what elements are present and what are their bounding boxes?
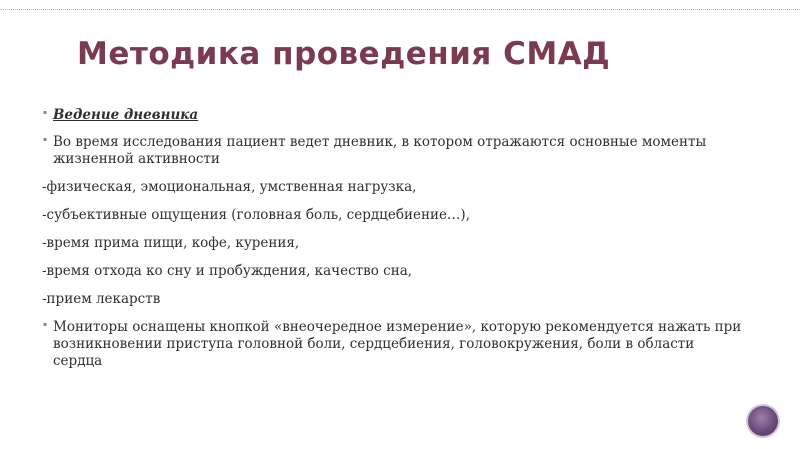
sleep-time-text: -время отхода ко сну и пробуждения, качество сна, (42, 263, 413, 279)
extra-measurement-text: Мониторы оснащены кнопкой «внеочередное измерение», которую рекомендуется нажать при возникновении приступа головной боли, сердцебиения, головокружения, боли в области сердца (53, 319, 742, 369)
bullet-icon: ▪ (43, 109, 48, 116)
list-item-meal-time (42, 235, 742, 252)
list-item-diary-description (42, 134, 742, 168)
physical-load-text: -физическая, эмоциональная, умственная нагрузка, (42, 179, 417, 195)
slide-title: Методика проведения СМАД (77, 36, 611, 72)
diary-description-text: Во время исследования пациент ведет дневник, в котором отражаются основные моменты жизненной активности (53, 134, 707, 167)
list-item-diary-header (42, 107, 742, 124)
list-item-physical-load (42, 179, 742, 196)
subjective-feelings-text: -субъективные ощущения (головная боль, сердцебиение…), (42, 207, 470, 223)
diary-header-text: Ведение дневника (53, 107, 199, 123)
slide-body (42, 107, 742, 370)
bullet-icon: ▪ (43, 321, 48, 328)
list-item-sleep-time (42, 263, 742, 280)
list-item-medication (42, 291, 742, 308)
meal-time-text: -время прима пищи, кофе, курения, (42, 235, 300, 251)
round-purple-emblem-icon (748, 406, 778, 436)
list-item-extra-measurement (42, 319, 742, 370)
bullet-icon: ▪ (43, 136, 48, 143)
top-dotted-divider (0, 9, 800, 10)
medication-text: -прием лекарств (42, 291, 161, 307)
list-item-subjective-feelings (42, 207, 742, 224)
